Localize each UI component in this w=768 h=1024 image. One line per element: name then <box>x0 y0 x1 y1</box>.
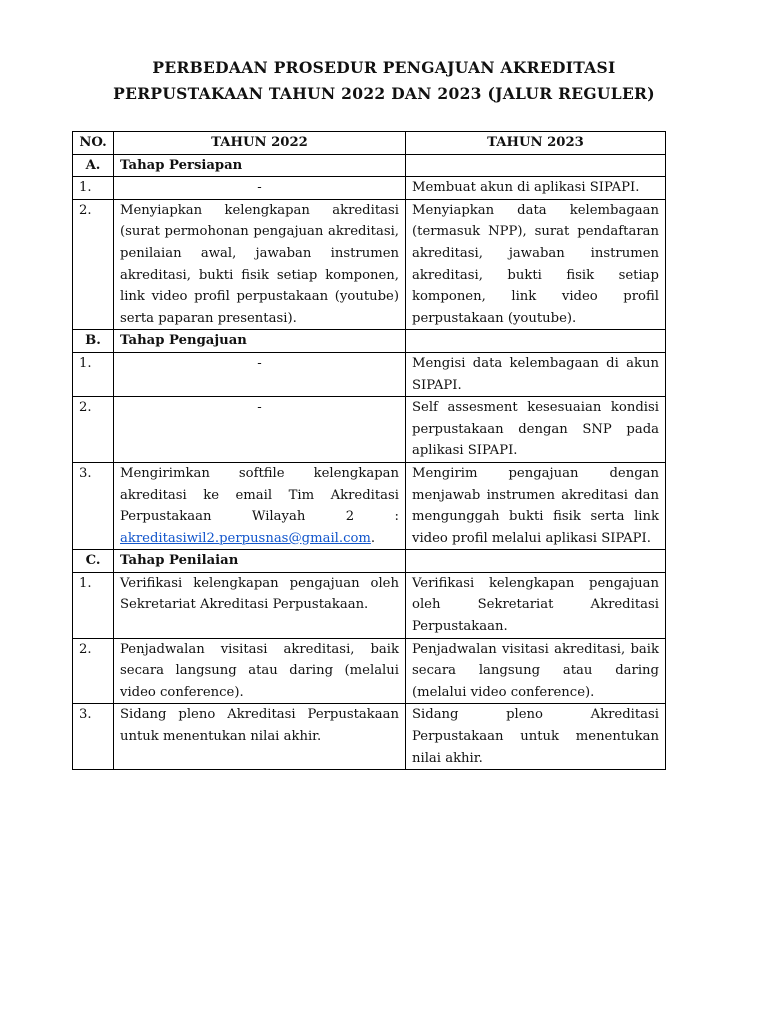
table-row <box>73 572 666 638</box>
comparison-table <box>72 131 666 770</box>
cell-2022: Menyiapkan kelengkapan akreditasi (surat permohonan pengajuan akreditasi, penilaian awal, jawaban instrumen akreditasi, bukti fisik setiap komponen, link video profil perpustakaan (youtube) serta paparan presentasi). <box>114 199 406 330</box>
row-number: 2. <box>73 638 114 704</box>
section-name: Tahap Persiapan <box>114 154 406 177</box>
row-number: 3. <box>73 462 114 549</box>
cell-2023: Penjadwalan visitasi akreditasi, baik secara langsung atau daring (melalui video conference). <box>406 638 666 704</box>
row-number: 3. <box>73 704 114 770</box>
cell-2023: Membuat akun di aplikasi SIPAPI. <box>406 177 666 200</box>
section-row-a <box>73 154 666 177</box>
cell-2022: - <box>114 397 406 463</box>
cell-2022: - <box>114 352 406 396</box>
table-row <box>73 462 666 549</box>
section-letter: C. <box>73 550 114 573</box>
cell-2022: - <box>114 177 406 200</box>
header-2023: TAHUN 2023 <box>406 132 666 155</box>
table-row <box>73 638 666 704</box>
cell-2022: Penjadwalan visitasi akreditasi, baik secara langsung atau daring (melalui video conference). <box>114 638 406 704</box>
section-blank <box>406 154 666 177</box>
section-row-c <box>73 550 666 573</box>
table-row <box>73 199 666 330</box>
cell-2022-text: Mengirimkan softfile kelengkapan akreditasi ke email Tim Akreditasi Perpustakaan Wilayah 2 : <box>120 465 399 525</box>
cell-2022: Sidang pleno Akreditasi Perpustakaan untuk menentukan nilai akhir. <box>114 704 406 770</box>
cell-2023: Menyiapkan data kelembagaan (termasuk NPP), surat pendaftaran akreditasi, jawaban instrumen akreditasi, bukti fisik setiap komponen, link video profil perpustakaan (youtube). <box>406 199 666 330</box>
section-row-b <box>73 330 666 353</box>
section-name: Tahap Penilaian <box>114 550 406 573</box>
page-title-line-1: PERBEDAAN PROSEDUR PENGAJUAN AKREDITASI <box>152 58 616 77</box>
row-number: 1. <box>73 352 114 396</box>
row-number: 1. <box>73 572 114 638</box>
cell-2022 <box>114 462 406 549</box>
row-number: 2. <box>73 397 114 463</box>
table-row <box>73 397 666 463</box>
table-row <box>73 352 666 396</box>
section-letter: B. <box>73 330 114 353</box>
header-2022: TAHUN 2022 <box>114 132 406 155</box>
section-letter: A. <box>73 154 114 177</box>
cell-2023: Sidang pleno Akreditasi Perpustakaan untuk menentukan nilai akhir. <box>406 704 666 770</box>
section-blank <box>406 330 666 353</box>
table-row <box>73 177 666 200</box>
row-number: 1. <box>73 177 114 200</box>
cell-2023: Verifikasi kelengkapan pengajuan oleh Sekretariat Akreditasi Perpustakaan. <box>406 572 666 638</box>
table-header-row <box>73 132 666 155</box>
page-title-line-2: PERPUSTAKAAN TAHUN 2022 DAN 2023 (JALUR REGULER) <box>113 84 655 103</box>
section-blank <box>406 550 666 573</box>
section-name: Tahap Pengajuan <box>114 330 406 353</box>
cell-2022: Verifikasi kelengkapan pengajuan oleh Sekretariat Akreditasi Perpustakaan. <box>114 572 406 638</box>
email-link[interactable]: akreditasiwil2.perpusnas@gmail.com <box>120 530 371 546</box>
cell-2023: Mengirim pengajuan dengan menjawab instrumen akreditasi dan mengunggah bukti fisik serta link video profil melalui aplikasi SIPAPI. <box>406 462 666 549</box>
cell-2023: Mengisi data kelembagaan di akun SIPAPI. <box>406 352 666 396</box>
header-no: NO. <box>73 132 114 155</box>
cell-2022-tail: . <box>370 530 376 546</box>
table-row <box>73 704 666 770</box>
row-number: 2. <box>73 199 114 330</box>
cell-2023: Self assesment kesesuaian kondisi perpustakaan dengan SNP pada aplikasi SIPAPI. <box>406 397 666 463</box>
